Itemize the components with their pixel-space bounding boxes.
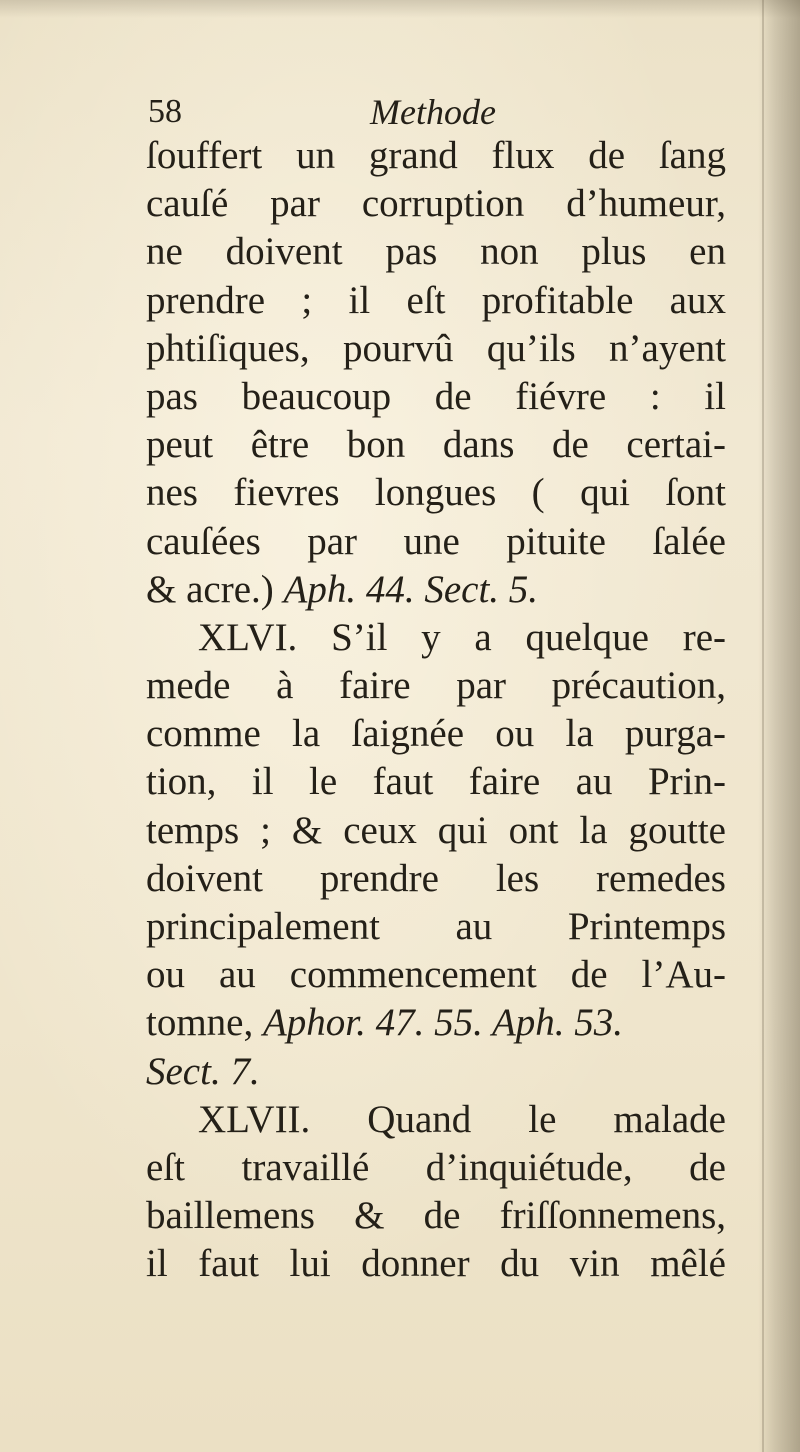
page-number: 58 [148,93,182,130]
text-line: nes fievres longues ( qui ſont [146,471,726,515]
page-fold-line [762,0,764,1452]
text-line: cauſées par une pituite ſalée [146,519,726,563]
text-line: peut être bon dans de certai- [146,423,726,467]
aphorism-reference: Aph. 44. Sect. 5. [283,567,539,611]
text-line [146,1048,726,1096]
text-line: tion, il le faut faire au Prin- [146,760,726,804]
text-line: ne doivent pas non plus en [146,230,726,274]
text-line: principalement au Printemps [146,905,726,948]
text-line: pas beaucoup de fiévre : il [146,374,726,418]
page-header [148,90,728,134]
aphorism-reference: Aphor. 47. 55. Aph. 53. [262,1001,624,1045]
text-line: eſt travaillé d’inquiétude, de [146,1145,726,1189]
section-heading-line: XLVII. Quand le malade [198,1097,726,1141]
page-gutter [758,0,800,1452]
text-line: prendre ; il eſt profitable aux [146,278,726,322]
running-title: Methode [370,92,496,132]
text-line: phtiſiques, pourvû qu’ils n’ayent [146,326,726,370]
text-line: baillemens & de friſſonnemens, [146,1194,726,1238]
text-line: doivent prendre les remedes [146,856,726,900]
text-line: comme la ſaignée ou la purga- [146,712,726,756]
text-line: ou au commencement de l’Au- [146,953,726,997]
text-line: temps ; & ceux qui ont la goutte [146,808,726,852]
section-heading-line: XLVI. S’il y a quelque re- [198,615,726,659]
text-line: tomne, Aphor. 47. 55. Aph. 53. [146,1001,624,1045]
text-line: mede à faire par précaution, [146,664,726,708]
body-text [146,132,726,1289]
text-line: & acre.) Aph. 44. Sect. 5. [146,567,539,611]
text-line: ſouffert un grand flux de ſang [146,134,726,177]
text-line: il faut lui donner du vin mêlé [146,1242,726,1286]
aphorism-reference: Sect. 7. [146,1049,260,1093]
page-top-shadow [0,0,800,18]
text-line: cauſé par corruption d’humeur, [146,182,726,226]
